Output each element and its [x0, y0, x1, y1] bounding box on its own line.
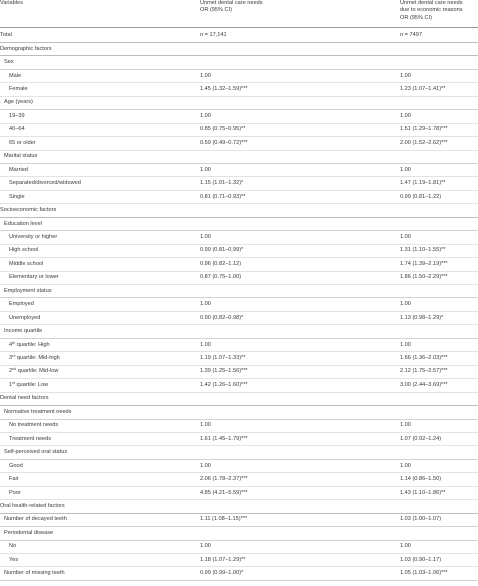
row-label: Separated/divorced/widowed: [9, 180, 81, 187]
table-row: [0, 540, 478, 554]
header-economic-line-1: Unmet dental care needs: [400, 0, 463, 6]
economic-reasons-value: 1.03 (1.00–1.07): [400, 516, 442, 523]
table-row: [0, 486, 478, 500]
table-row: [0, 244, 478, 258]
row-label: Fair: [9, 476, 19, 483]
table-row: [0, 230, 478, 244]
row-label: Employment status: [4, 287, 52, 294]
table-row: [0, 257, 478, 271]
table-row: [0, 378, 478, 392]
row-label: Number of decayed teeth: [4, 516, 67, 523]
economic-reasons-value: 1.07 (0.92–1.24): [400, 435, 442, 442]
table-row: [0, 82, 478, 96]
table-row: [0, 472, 478, 486]
quartile-ordinal-suffix: st: [12, 380, 15, 385]
economic-reasons-value: n = 7497: [400, 32, 422, 39]
unmet-needs-value: n = 17,141: [200, 32, 227, 39]
row-label: No treatment needs: [9, 422, 59, 429]
row-label: 19–39: [9, 112, 25, 119]
table-row: [0, 42, 478, 56]
table-row: [0, 513, 478, 527]
row-label: Sex: [4, 59, 14, 66]
row-label: Treatment needs: [9, 435, 52, 442]
row-label: Socioeconomic factors: [0, 207, 57, 214]
unmet-needs-value: 0.90 (0.81–0.99)*: [200, 247, 244, 254]
table-row: [0, 351, 478, 365]
quartile-ordinal-suffix: th: [12, 340, 16, 345]
table-row: [0, 392, 478, 406]
table-row: [0, 217, 478, 231]
unmet-needs-value: 1.00: [200, 166, 211, 173]
quartile-number: 3: [9, 355, 13, 362]
unmet-needs-value: 0.99 (0.99–1.00)*: [200, 570, 244, 577]
economic-reasons-value: 2.00 (1.52–2.62)***: [400, 139, 448, 146]
table-row: [0, 69, 478, 83]
table-row: [0, 96, 478, 110]
economic-reasons-value: 3.00 (2.44–3.69)***: [400, 381, 448, 388]
row-label: [9, 342, 50, 348]
row-label: Oral health-related factors: [0, 502, 65, 509]
economic-reasons-value: 1.51 (1.29–1.78)***: [400, 126, 448, 133]
table-row: [0, 459, 478, 473]
header-unmet-needs-line-2: OR (95% CI): [200, 7, 233, 14]
unmet-needs-value: 1.42 (1.26–1.60)***: [200, 381, 248, 388]
economic-reasons-value: 1.00: [400, 422, 411, 429]
economic-reasons-value: 1.43 (1.10–1.86)**: [400, 489, 446, 496]
row-label: Yes: [9, 556, 19, 563]
row-label: Married: [9, 166, 28, 173]
row-label: Self-perceived oral status: [4, 449, 68, 456]
header-unmet-needs-line-1: Unmet dental care needs: [200, 0, 263, 6]
row-label: High school: [9, 247, 39, 254]
unmet-needs-value: 1.00: [200, 422, 211, 429]
header-variables-text: Variables: [0, 0, 23, 6]
economic-reasons-value: 1.13 (0.98–1.29)*: [400, 314, 444, 321]
table-row: [0, 284, 478, 298]
economic-reasons-value: 1.05 (1.03–1.06)***: [400, 570, 448, 577]
quartile-label: quartile: Low: [16, 381, 49, 388]
row-label: University or higher: [9, 233, 58, 240]
table-row: [0, 109, 478, 123]
economic-reasons-value: 1.23 (1.07–1.41)**: [400, 86, 446, 93]
table-row: [0, 419, 478, 433]
unmet-needs-value: 1.00: [200, 112, 211, 119]
economic-reasons-value: 2.12 (1.75–2.57)***: [400, 368, 448, 375]
row-label: Demographic factors: [0, 45, 52, 52]
unmet-needs-value: 1.00: [200, 72, 211, 79]
unmet-needs-value: 1.15 (1.01–1.32)*: [200, 180, 244, 187]
table-row: [0, 567, 478, 581]
row-label: Middle school: [9, 260, 44, 267]
unmet-needs-value: 1.61 (1.45–1.79)***: [200, 435, 248, 442]
row-label: Poor: [9, 489, 21, 496]
row-label: Elementary or lower: [9, 274, 59, 281]
header-variables: [0, 0, 23, 7]
header-unmet-needs-economic: [400, 0, 463, 22]
row-label: Marital status: [4, 153, 38, 160]
row-label: Number of missing teeth: [4, 570, 65, 577]
table-row: [0, 311, 478, 325]
quartile-ordinal-suffix: nd: [12, 367, 17, 372]
row-label: Periodontal disease: [4, 529, 54, 536]
table-row: [0, 123, 478, 137]
economic-reasons-value: 1.00: [400, 166, 411, 173]
row-label: 40–64: [9, 126, 25, 133]
row-label: Single: [9, 193, 25, 200]
unmet-needs-value: 2.06 (1.78–2.37)***: [200, 476, 248, 483]
header-economic-line-3: OR (95% CI): [400, 14, 433, 21]
table-row: [0, 176, 478, 190]
quartile-number: 2: [9, 368, 13, 375]
unmet-needs-value: 1.11 (1.08–1.15)***: [200, 516, 248, 523]
economic-reasons-value: 0.99 (0.81–1.22): [400, 193, 442, 200]
economic-reasons-value: 1.86 (1.50–2.29)***: [400, 274, 448, 281]
row-label: [9, 382, 48, 388]
row-label: [9, 355, 60, 361]
row-label: Male: [9, 72, 22, 79]
row-label: Unemployed: [9, 314, 41, 321]
table-row: [0, 365, 478, 379]
row-label: [9, 368, 58, 374]
unmet-needs-value: 1.00: [200, 301, 211, 308]
row-label: Dental need factors: [0, 395, 49, 402]
unmet-needs-value: 1.18 (1.07–1.29)**: [200, 556, 246, 563]
economic-reasons-value: 1.00: [400, 233, 411, 240]
table-row: [0, 338, 478, 352]
unmet-needs-value: 1.00: [200, 341, 211, 348]
quartile-label: quartile: Mid-high: [16, 355, 60, 362]
table-row: [0, 324, 478, 338]
unmet-needs-value: 0.81 (0.71–0.93)**: [200, 193, 246, 200]
unmet-needs-value: 1.39 (1.25–1.56)***: [200, 368, 248, 375]
quartile-label: quartile: Mid-low: [17, 368, 59, 375]
unmet-needs-value: 0.90 (0.82–0.98)*: [200, 314, 244, 321]
unmet-needs-value: 1.00: [200, 233, 211, 240]
table-row: [0, 526, 478, 540]
table-row: [0, 136, 478, 150]
table-row: [0, 553, 478, 567]
table-row: [0, 190, 478, 204]
row-label: Good: [9, 462, 23, 469]
quartile-label: quartile: High: [16, 341, 50, 348]
economic-reasons-value: 1.74 (1.39–2.19)***: [400, 260, 448, 267]
table-row: [0, 445, 478, 459]
row-label: Income quartile: [4, 328, 43, 335]
economic-reasons-value: 1.31 (1.10–1.55)**: [400, 247, 446, 254]
economic-reasons-value: 1.00: [400, 301, 411, 308]
table-row: [0, 432, 478, 446]
quartile-number: 1: [9, 381, 13, 388]
economic-reasons-value: 1.00: [400, 462, 411, 469]
economic-reasons-value: 1.03 (0.90–1.17): [400, 556, 442, 563]
row-label: Total: [0, 32, 12, 39]
unmet-needs-value: 1.00: [200, 543, 211, 550]
row-label: Employed: [9, 301, 34, 308]
economic-reasons-value: 1.66 (1.36–2.03)***: [400, 355, 448, 362]
unmet-needs-value: 4.85 (4.21–5.59)***: [200, 489, 248, 496]
table-row: [0, 150, 478, 164]
row-label: Age (years): [4, 99, 33, 106]
economic-reasons-value: 1.00: [400, 112, 411, 119]
unmet-needs-value: 0.87 (0.75–1.00): [200, 274, 242, 281]
economic-reasons-value: 1.14 (0.86–1.50): [400, 476, 442, 483]
unmet-needs-value: 1.00: [200, 462, 211, 469]
table-row: [0, 163, 478, 177]
header-economic-line-2: due to economic reasons: [400, 7, 463, 14]
table-row: [0, 29, 478, 43]
unmet-needs-value: 0.59 (0.49–0.72)***: [200, 139, 248, 146]
quartile-number: 4: [9, 341, 13, 348]
row-label: No: [9, 543, 17, 550]
quartile-ordinal-suffix: rd: [12, 354, 16, 359]
table-row: [0, 405, 478, 419]
unmet-needs-value: 0.85 (0.75–0.95)**: [200, 126, 246, 133]
header-unmet-needs: [200, 0, 263, 15]
row-label: 65 or older: [9, 139, 36, 146]
table-row: [0, 203, 478, 217]
table-row: [0, 499, 478, 513]
unmet-needs-value: 1.45 (1.32–1.59)***: [200, 86, 248, 93]
unmet-needs-value: 1.19 (1.07–1.33)**: [200, 355, 246, 362]
table-row: [0, 298, 478, 312]
economic-reasons-value: 1.00: [400, 72, 411, 79]
row-label: Female: [9, 86, 28, 93]
unmet-needs-value: 0.96 (0.82–1.12): [200, 260, 242, 267]
economic-reasons-value: 1.47 (1.19–1.81)**: [400, 180, 446, 187]
table-row: [0, 55, 478, 69]
row-label: Normative treatment needs: [4, 408, 72, 415]
economic-reasons-value: 1.00: [400, 341, 411, 348]
row-label: Education level: [4, 220, 42, 227]
table-row: [0, 271, 478, 285]
economic-reasons-value: 1.00: [400, 543, 411, 550]
